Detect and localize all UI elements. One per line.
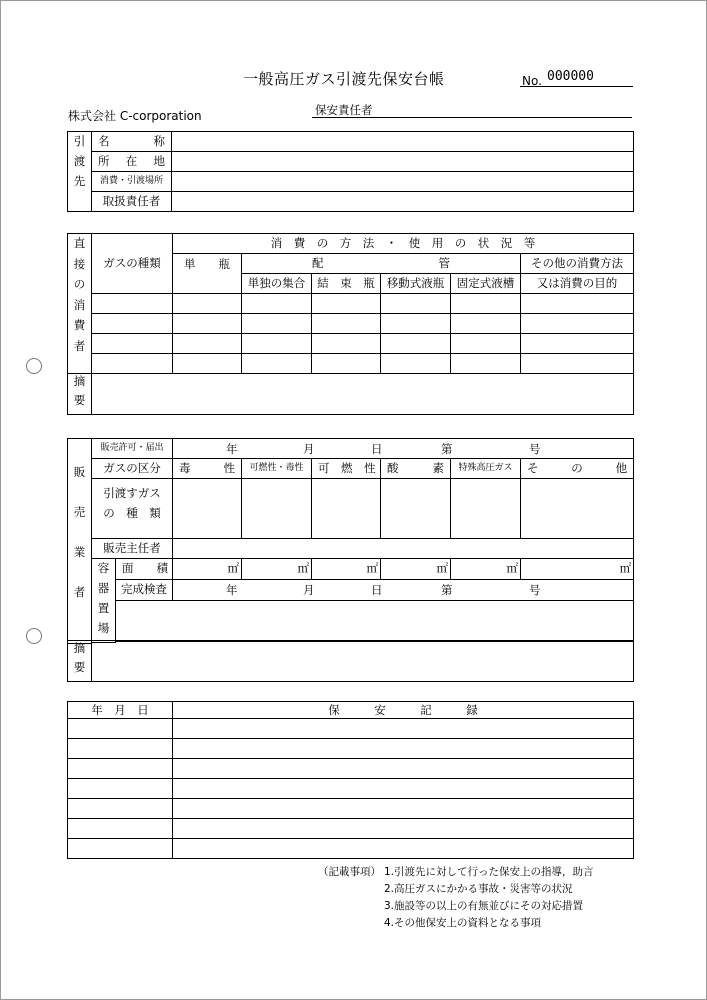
note-line-4: 4.その他保安上の資料となる事項 (384, 917, 542, 929)
consumer-cell[interactable] (381, 334, 451, 354)
consumer-cell[interactable] (381, 314, 451, 334)
piping-bundle-header: 結 束 瓶 (312, 274, 381, 294)
permit-year: 年 (226, 442, 238, 456)
records-record-header: 保 安 記 録 (173, 702, 634, 719)
recipient-place-field[interactable] (172, 172, 634, 192)
records-date-cell[interactable] (68, 839, 173, 859)
gas-deliver-cell[interactable] (173, 479, 242, 539)
recipient-side-label: 引 渡 先 (68, 132, 92, 212)
consumer-cell[interactable] (451, 294, 521, 314)
number-label: No. (522, 74, 542, 88)
recipient-address-label: 所 在 地 (92, 152, 172, 172)
records-record-cell[interactable] (173, 719, 634, 739)
gas-class-special: 特殊高圧ガス (451, 459, 521, 479)
gas-deliver-cell[interactable] (381, 479, 451, 539)
consumer-remarks-field[interactable] (92, 374, 634, 415)
inspection-year: 年 (226, 582, 238, 597)
records-date-cell[interactable] (68, 799, 173, 819)
gas-deliver-cell[interactable] (451, 479, 521, 539)
inspection-month: 月 (303, 582, 315, 597)
seller-remarks-table (67, 640, 634, 682)
records-row (68, 779, 634, 799)
consumer-cell[interactable] (381, 354, 451, 374)
records-table (67, 701, 634, 859)
permit-day: 日 (371, 442, 383, 456)
records-row (68, 759, 634, 779)
inspection-no-suffix: 号 (529, 582, 541, 597)
consumer-cell[interactable] (173, 314, 242, 334)
inspection-no-prefix: 第 (441, 582, 453, 597)
manager-label: 保安責任者 (315, 103, 373, 117)
punch-hole-bottom (26, 628, 42, 644)
consumer-cell[interactable] (92, 294, 173, 314)
gas-class-flammable: 可 燃 性 (312, 459, 381, 479)
recipient-address-field[interactable] (172, 152, 634, 172)
consumer-table (67, 233, 634, 415)
permit-date-field[interactable] (173, 439, 634, 459)
inspection-day: 日 (371, 582, 383, 597)
records-date-cell[interactable] (68, 759, 173, 779)
storage-side-label: 容 器 置 場 (92, 559, 116, 643)
consumer-cell[interactable] (242, 334, 312, 354)
other-method-header: その他の消費方法 (521, 254, 634, 274)
area-flammable[interactable]: ㎡ (312, 559, 381, 580)
consumer-row (68, 314, 634, 334)
piping-fixed-header: 固定式液槽 (451, 274, 521, 294)
consumer-side-label: 直 接 の 消 費 者 (68, 234, 92, 374)
chief-field[interactable] (173, 539, 634, 559)
records-row (68, 799, 634, 819)
permit-month: 月 (303, 442, 315, 456)
gas-type-header: ガスの種類 (92, 234, 173, 294)
records-record-cell[interactable] (173, 739, 634, 759)
records-row (68, 719, 634, 739)
records-record-cell[interactable] (173, 759, 634, 779)
consumer-cell[interactable] (173, 294, 242, 314)
consumer-cell[interactable] (312, 294, 381, 314)
note-line-1: 1.引渡先に対して行った保安上の指導，助言 (384, 866, 594, 878)
records-record-cell[interactable] (173, 779, 634, 799)
inspection-date-field[interactable] (173, 579, 634, 600)
records-date-header: 年 月 日 (68, 702, 173, 719)
area-toxic[interactable]: ㎡ (173, 559, 242, 580)
note-line-3: 3.施設等の以上の有無並びにその対応措置 (384, 900, 584, 912)
cylinder-header: 単 瓶 (173, 254, 242, 294)
recipient-handler-field[interactable] (172, 192, 634, 212)
records-date-cell[interactable] (68, 819, 173, 839)
consumer-cell[interactable] (173, 334, 242, 354)
recipient-place-label: 消費・引渡場所 (92, 172, 172, 192)
piping-mobile-header: 移動式液瓶 (381, 274, 451, 294)
consumer-row (68, 354, 634, 374)
consumer-cell[interactable] (92, 354, 173, 374)
consumer-cell[interactable] (92, 314, 173, 334)
recipient-table (67, 131, 634, 212)
consumer-cell[interactable] (451, 354, 521, 374)
consumer-cell[interactable] (521, 294, 634, 314)
permit-no-prefix: 第 (441, 442, 453, 456)
number-underline (520, 86, 633, 87)
piping-single-header: 単独の集合 (242, 274, 312, 294)
gas-class-oxygen: 酸 素 (381, 459, 451, 479)
records-date-cell[interactable] (68, 739, 173, 759)
records-row (68, 819, 634, 839)
manager-underline[interactable] (312, 117, 632, 118)
storage-field[interactable] (116, 600, 634, 642)
seller-remarks-label: 摘 要 (68, 641, 92, 682)
number-value: 000000 (547, 69, 594, 84)
gas-class-other: そ の 他 (521, 459, 634, 479)
records-record-cell[interactable] (173, 839, 634, 859)
consumer-cell[interactable] (92, 334, 173, 354)
consumption-method-header: 消 費 の 方 法 ・ 使 用 の 状 況 等 (173, 234, 634, 254)
purpose-header: 又は消費の目的 (521, 274, 634, 294)
permit-label: 販売許可・届出 (92, 439, 173, 459)
recipient-handler-label: 取扱責任者 (92, 192, 172, 212)
consumer-cell[interactable] (521, 354, 634, 374)
inspection-label: 完成検査 (116, 579, 173, 600)
company-name: 株式会社 C-corporation (68, 109, 202, 123)
note-line-2: 2.高圧ガスにかかる事故・災害等の状況 (384, 883, 573, 895)
consumer-remarks-label: 摘 要 (68, 374, 92, 415)
piping-header: 配 管 (242, 254, 521, 274)
recipient-name-field[interactable] (172, 132, 634, 152)
consumer-cell[interactable] (242, 294, 312, 314)
consumer-cell[interactable] (312, 314, 381, 334)
consumer-cell[interactable] (521, 334, 634, 354)
records-date-cell[interactable] (68, 719, 173, 739)
consumer-cell[interactable] (312, 354, 381, 374)
consumer-cell[interactable] (521, 314, 634, 334)
consumer-row (68, 334, 634, 354)
consumer-cell[interactable] (173, 354, 242, 374)
document-title: 一般高圧ガス引渡先保安台帳 (243, 70, 445, 88)
consumer-cell[interactable] (451, 314, 521, 334)
area-other[interactable]: ㎡ (521, 559, 634, 580)
records-record-cell[interactable] (173, 799, 634, 819)
consumer-cell[interactable] (312, 334, 381, 354)
seller-remarks-field[interactable] (92, 641, 634, 682)
consumer-cell[interactable] (242, 354, 312, 374)
gas-deliver-label: 引渡すガス の 種 類 (92, 479, 173, 539)
gas-deliver-cell[interactable] (312, 479, 381, 539)
gas-class-label: ガスの区分 (92, 459, 173, 479)
area-oxygen[interactable]: ㎡ (381, 559, 451, 580)
consumer-cell[interactable] (381, 294, 451, 314)
permit-no-suffix: 号 (529, 442, 541, 456)
recipient-name-label: 名 称 (92, 132, 172, 152)
seller-table (67, 438, 634, 644)
chief-label: 販売主任者 (92, 539, 173, 559)
gas-class-flammable-toxic: 可燃性・毒性 (242, 459, 312, 479)
consumer-row (68, 294, 634, 314)
area-special[interactable]: ㎡ (451, 559, 521, 580)
area-flammable-toxic[interactable]: ㎡ (242, 559, 312, 580)
punch-hole-top (26, 358, 42, 374)
consumer-cell[interactable] (451, 334, 521, 354)
consumer-cell[interactable] (242, 314, 312, 334)
gas-deliver-cell[interactable] (521, 479, 634, 539)
seller-side-label: 販 売 業 者 (68, 439, 92, 644)
records-row (68, 839, 634, 859)
gas-deliver-cell[interactable] (242, 479, 312, 539)
records-date-cell[interactable] (68, 779, 173, 799)
notes-heading: （記載事項） (318, 866, 381, 878)
area-label: 面 積 (116, 559, 173, 580)
records-row (68, 739, 634, 759)
gas-class-toxic: 毒 性 (173, 459, 242, 479)
records-record-cell[interactable] (173, 819, 634, 839)
